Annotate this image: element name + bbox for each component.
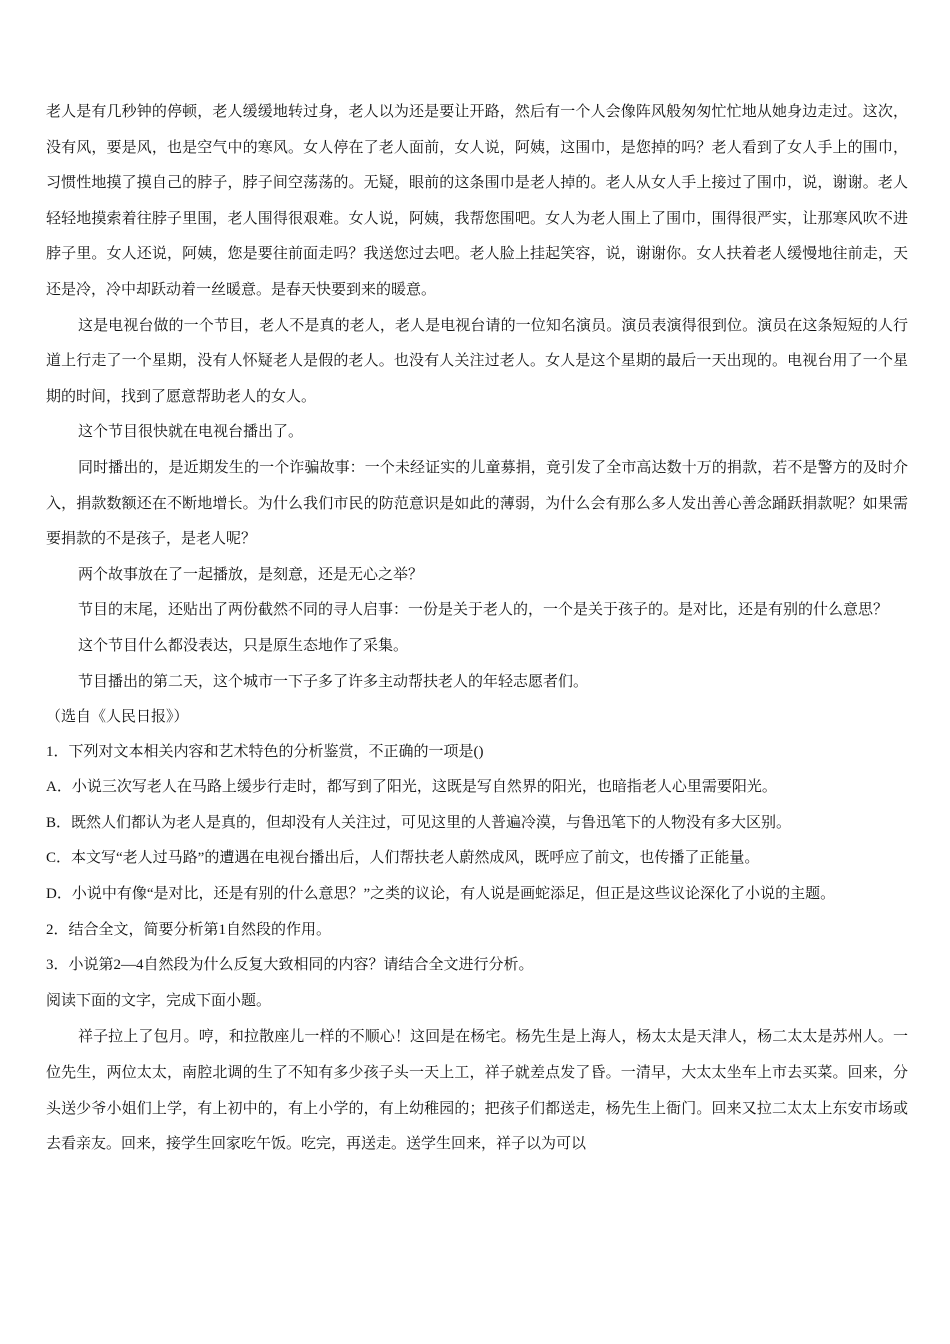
question-1-option-b: B．既然人们都认为老人是真的，但却没有人关注过，可见这里的人普遍冷漠，与鲁迅笔下的人物没有多大区别。: [46, 814, 792, 831]
passage1-paragraph-5: 两个故事放在了一起播放，是刻意，还是无心之举？: [78, 564, 424, 583]
question-1-stem: 1．下列对文本相关内容和艺术特色的分析鉴赏，不正确的一项是(): [46, 743, 484, 760]
passage1-paragraph-1: 老人是有几秒钟的停顿，老人缓缓地转过身，老人以为还是要让开路，然后有一个人会像阵风般匆匆忙忙地从她身边走过。这次，没有风，要是风，也是空气中的寒风。女人停在了老人面前，女人说，阿姨，这围巾，是您掉的吗？老人看到了女人手上的围巾，习惯性地摸了摸自己的脖子，脖子间空荡荡的。无疑，眼前的这条围巾是老人掉的。老人从女人手上接过了围巾，说，谢谢。老人轻轻地摸索着往脖子里围，老人围得很艰难。女人说，阿姨，我帮您围吧。女人为老人围上了围巾，围得很严实，让那寒风吹不进脖子里。女人还说，阿姨，您是要往前面走吗？我送您过去吧。老人脸上挂起笑容，说，谢谢你。女人扶着老人缓慢地往前走，天还是冷，冷中却跃动着一丝暖意。是春天快要到来的暖意。: [46, 102, 908, 298]
passage1-paragraph-8: 节目播出的第二天，这个城市一下子多了许多主动帮扶老人的年轻志愿者们。: [78, 671, 589, 690]
question-3: 3．小说第2—4自然段为什么反复大致相同的内容？请结合全文进行分析。: [46, 957, 534, 974]
passage1-paragraph-3: 这个节目很快就在电视台播出了。: [78, 422, 304, 441]
passage2-instruction: 阅读下面的文字，完成下面小题。: [46, 992, 272, 1009]
passage1-paragraph-7: 这个节目什么都没表达，只是原生态地作了采集。: [78, 635, 409, 654]
question-1-option-c: C．本文写“老人过马路”的遭遇在电视台播出后，人们帮扶老人蔚然成风，既呼应了前文，也传播了正能量。: [46, 850, 760, 867]
passage1-paragraph-4: 同时播出的，是近期发生的一个诈骗故事：一个未经证实的儿童募捐，竟引发了全市高达数十万的捐款，若不是警方的及时介入，捐款数额还在不断地增长。为什么我们市民的防范意识是如此的薄弱，为什么会有那么多人发出善心善念踊跃捐款呢？如果需要捐款的不是孩子，是老人呢？: [46, 457, 908, 548]
question-1-option-a: A．小说三次写老人在马路上缓步行走时，都写到了阳光，这既是写自然界的阳光，也暗指老人心里需要阳光。: [46, 779, 777, 796]
document-page: [46, 94, 908, 1162]
passage1-paragraph-6: 节目的末尾，还贴出了两份截然不同的寻人启事：一份是关于老人的，一个是关于孩子的。是对比，还是有别的什么意思？: [78, 600, 889, 619]
question-1-option-d: D．小说中有像“是对比，还是有别的什么意思？”之类的议论，有人说是画蛇添足，但正是这些议论深化了小说的主题。: [46, 886, 836, 903]
passage2-paragraph: 祥子拉上了包月。哼，和拉散座儿一样的不顺心！这回是在杨宅。杨先生是上海人，杨太太是天津人，杨二太太是苏州人。一位先生，两位太太，南腔北调的生了不知有多少孩子头一天上工，祥子就差点发了昏。一清早，大太太坐车上市去买菜。回来，分头送少爷小姐们上学，有上初中的，有上小学的，有上幼稚园的；把孩子们都送走，杨先生上衙门。回来又拉二太太上东安市场或去看亲友。回来，接学生回家吃午饭。吃完，再送走。送学生回来，祥子以为可以: [46, 1027, 908, 1153]
passage1-source: （选自《人民日报》）: [46, 707, 189, 726]
passage1-paragraph-2: 这是电视台做的一个节目，老人不是真的老人，老人是电视台请的一位知名演员。演员表演得很到位。演员在这条短短的人行道上行走了一个星期，没有人怀疑老人是假的老人。也没有人关注过老人。女人是这个星期的最后一天出现的。电视台用了一个星期的时间，找到了愿意帮助老人的女人。: [46, 315, 908, 405]
question-2: 2．结合全文，简要分析第1自然段的作用。: [46, 921, 332, 938]
